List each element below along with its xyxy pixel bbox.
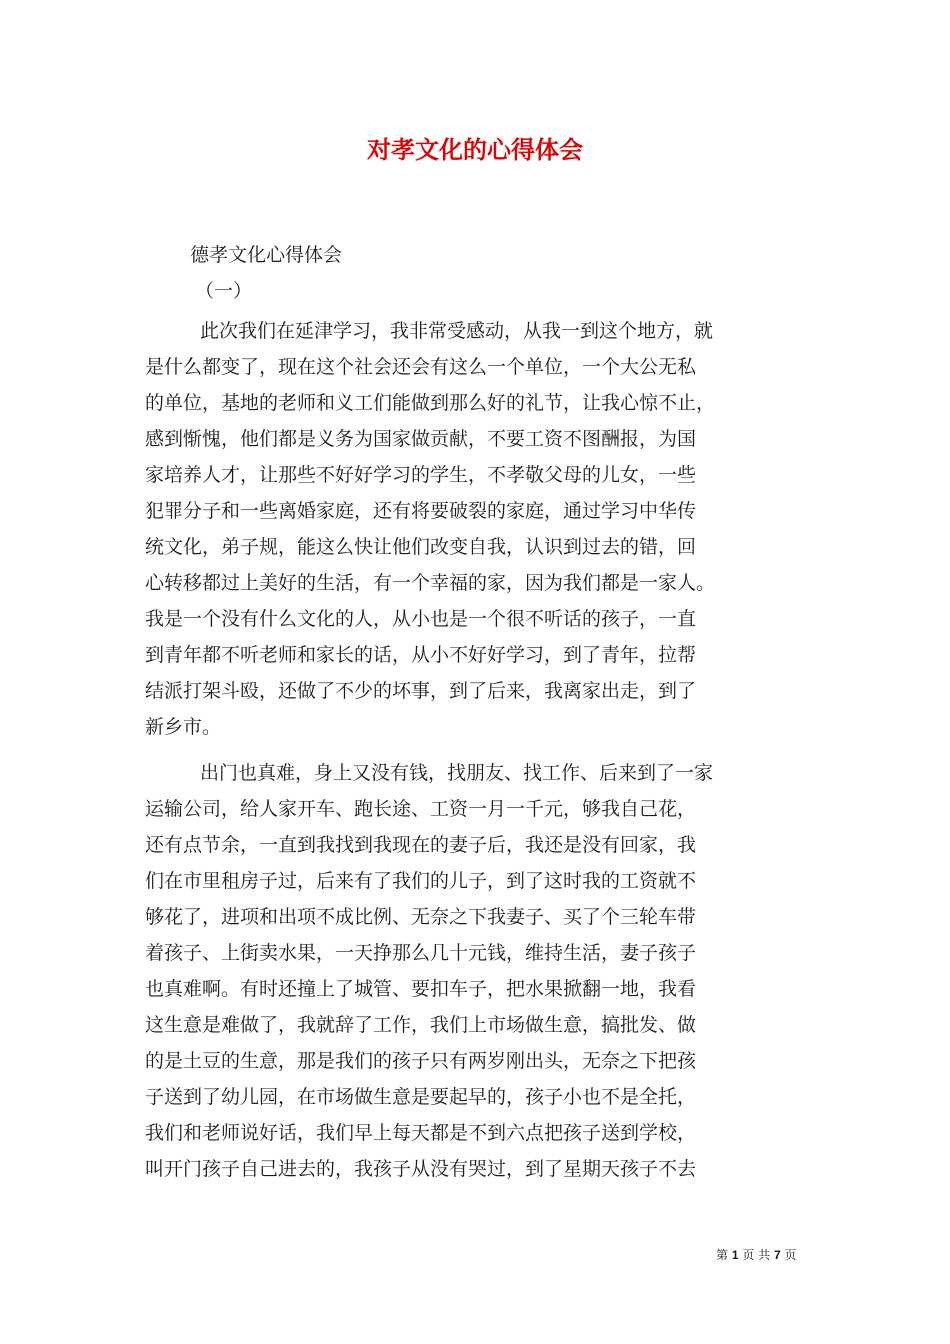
- text-line: 到青年都不听老师和家长的话，从小不好好学习，到了青年，拉帮: [145, 644, 697, 666]
- text-line: 也真难啊。有时还撞上了城管、要扣车子，把水果掀翻一地，我看: [145, 978, 697, 1000]
- section-number: （一）: [195, 280, 253, 302]
- page-footer: [716, 1247, 797, 1263]
- text-line: 叫开门孩子自己进去的，我孩子从没有哭过，到了星期天孩子不去: [145, 1158, 697, 1180]
- footer-middle: 页 共: [742, 1248, 771, 1262]
- total-page-count: 7: [774, 1248, 781, 1262]
- current-page-number: 1: [731, 1248, 739, 1262]
- text-line: 是什么都变了，现在这个社会还会有这么一个单位，一个大公无私: [145, 356, 697, 378]
- text-line: 这生意是难做了，我就辞了工作，我们上市场做生意，搞批发、做: [145, 1014, 697, 1036]
- text-line: 结派打架斗殴，还做了不少的坏事，到了后来，我离家出走，到了: [145, 680, 697, 702]
- text-line: 统文化，弟子规，能这么快让他们改变自我，认识到过去的错，回: [145, 536, 697, 558]
- text-line: 的是土豆的生意，那是我们的孩子只有两岁刚出头，无奈之下把孩: [145, 1050, 697, 1072]
- text-line: 运输公司，给人家开车、跑长途、工资一月一千元，够我自己花，: [145, 798, 697, 820]
- text-line: 此次我们在延津学习，我非常受感动，从我一到这个地方，就: [200, 320, 714, 342]
- text-line: 够花了，进项和出项不成比例、无奈之下我妻子、买了个三轮车带: [145, 906, 697, 928]
- text-line: 犯罪分子和一些离婚家庭，还有将要破裂的家庭，通过学习中华传: [145, 500, 697, 522]
- text-line: 心转移都过上美好的生活，有一个幸福的家，因为我们都是一家人。: [145, 572, 716, 594]
- text-line: 感到惭愧，他们都是义务为国家做贡献，不要工资不图酬报，为国: [145, 428, 697, 450]
- text-line: 我们和老师说好话，我们早上每天都是不到六点把孩子送到学校，: [145, 1122, 697, 1144]
- text-line: 新乡市。: [145, 716, 222, 738]
- text-line: 着孩子、上街卖水果，一天挣那么几十元钱，维持生活，妻子孩子: [145, 942, 697, 964]
- footer-suffix: 页: [784, 1248, 797, 1262]
- text-line: 家培养人才，让那些不好好学习的学生，不孝敬父母的儿女，一些: [145, 464, 697, 486]
- text-line: 我是一个没有什么文化的人，从小也是一个很不听话的孩子，一直: [145, 608, 697, 630]
- text-line: 的单位，基地的老师和义工们能做到那么好的礼节，让我心惊不止，: [145, 392, 716, 414]
- document-title: 对孝文化的心得体会: [367, 135, 583, 164]
- document-subtitle: 德孝文化心得体会: [190, 244, 343, 266]
- text-line: 子送到了幼儿园，在市场做生意是要起早的，孩子小也不是全托，: [145, 1086, 697, 1108]
- footer-prefix: 第: [716, 1248, 729, 1262]
- text-line: 还有点节余，一直到我找到我现在的妻子后，我还是没有回家，我: [145, 834, 697, 856]
- text-line: 们在市里租房子过，后来有了我们的儿子，到了这时我的工资就不: [145, 870, 697, 892]
- text-line: 出门也真难，身上又没有钱，找朋友、找工作、后来到了一家: [200, 762, 714, 784]
